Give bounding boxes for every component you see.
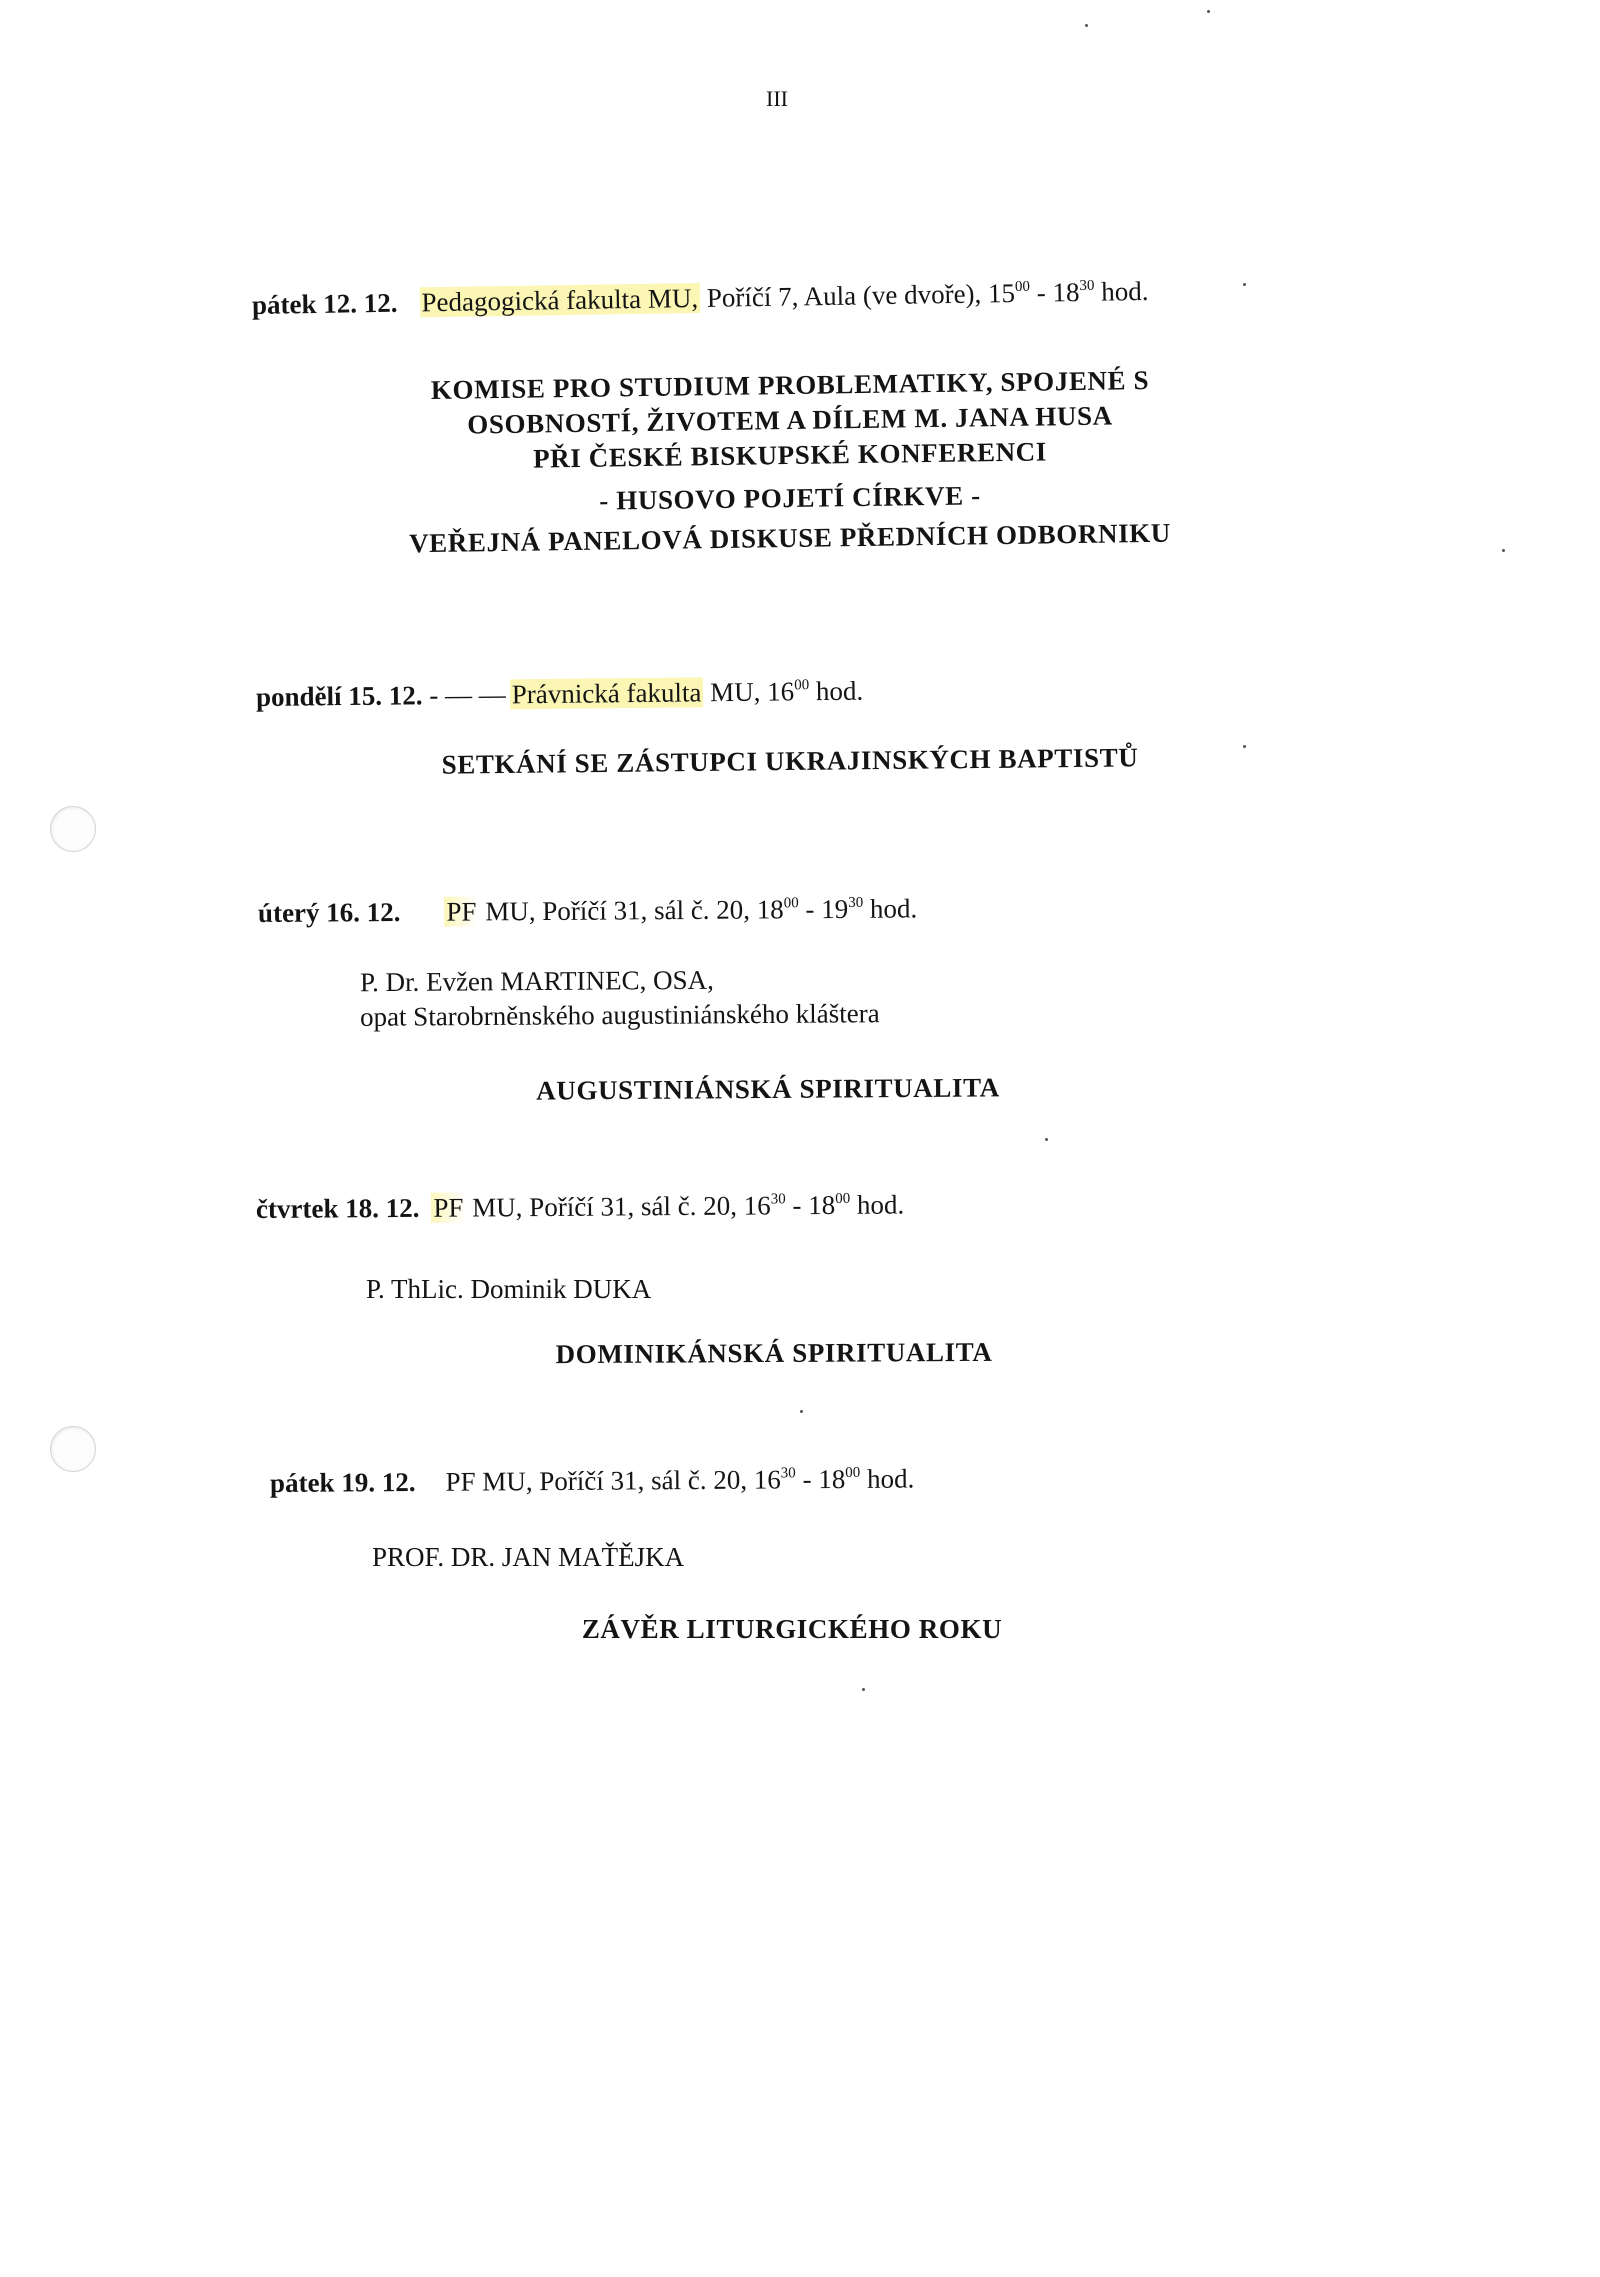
speck	[1207, 10, 1210, 13]
event-title: AUGUSTINIÁNSKÁ SPIRITUALITA	[536, 1072, 1000, 1106]
time-start: 18	[756, 894, 784, 925]
event-date: úterý 16. 12.	[257, 897, 401, 928]
venue-highlight: Pedagogická fakulta MU,	[421, 282, 699, 318]
time-sep: -	[798, 894, 822, 925]
time-end-sup: 30	[1079, 277, 1095, 295]
venue-rest: MU,	[703, 676, 768, 708]
event-venue	[444, 893, 917, 926]
time-start-sup: 00	[794, 677, 810, 694]
time-suffix: hod.	[863, 893, 918, 924]
event-title-line: VEŘEJNÁ PANELOVÁ DISKUSE PŘEDNÍCH ODBORNIKU	[408, 517, 1172, 559]
time-start: 16	[743, 1190, 771, 1221]
event-title: SETKÁNÍ SE ZÁSTUPCI UKRAJINSKÝCH BAPTISTŮ	[441, 742, 1139, 780]
event-line	[252, 276, 1149, 321]
page-number: III	[766, 86, 788, 111]
speck	[1085, 24, 1088, 27]
event-title-line: PŘI ČESKÉ BISKUPSKÉ KONFERENCI	[532, 436, 1048, 474]
event-date: pondělí 15. 12.	[255, 680, 423, 712]
speck	[1502, 549, 1505, 552]
event-venue	[419, 276, 1148, 317]
time-end: 18	[808, 1189, 836, 1221]
time-start-sup: 30	[780, 1465, 796, 1482]
venue-rest: Poříčí 7, Aula (ve dvoře),	[699, 278, 989, 313]
punch-hole-bottom	[50, 1426, 96, 1472]
punch-hole-top	[50, 806, 96, 852]
time-end-sup: 30	[848, 894, 864, 911]
event-dash: - — —	[422, 679, 506, 711]
time-start: 16	[767, 676, 795, 707]
speaker-name: P. Dr. Evžen MARTINEC, OSA,	[359, 964, 714, 998]
event-date: čtvrtek 18. 12.	[255, 1192, 420, 1224]
time-sep: -	[1029, 277, 1053, 308]
event-title: ZÁVĚR LITURGICKÉHO ROKU	[581, 1614, 1003, 1644]
event-venue	[510, 676, 864, 710]
venue-highlight: PF	[433, 1192, 464, 1223]
venue-highlight: Právnická fakulta	[511, 677, 702, 710]
time-start: 15	[987, 278, 1016, 309]
speaker-role: opat Starobrněnského augustiniánského kláštera	[359, 998, 880, 1032]
time-start: 16	[753, 1464, 781, 1495]
speaker-name: PROF. DR. JAN MAŤĚJKA	[372, 1542, 685, 1572]
time-suffix: hod.	[850, 1189, 905, 1220]
time-suffix: hod.	[1094, 275, 1149, 307]
time-suffix: hod.	[860, 1463, 915, 1494]
venue-highlight: PF	[446, 896, 477, 927]
time-end: 18	[1052, 277, 1080, 308]
speaker-name: P. ThLic. Dominik DUKA	[366, 1274, 652, 1304]
time-end-sup: 00	[835, 1190, 851, 1207]
speck	[1045, 1138, 1048, 1141]
event-title: DOMINIKÁNSKÁ SPIRITUALITA	[555, 1336, 993, 1370]
speck	[1243, 283, 1246, 286]
time-suffix: hod.	[809, 675, 864, 707]
event-venue	[445, 1464, 914, 1497]
time-end-sup: 00	[845, 1464, 861, 1481]
event-line	[270, 1464, 914, 1499]
speck	[800, 1410, 803, 1413]
venue-rest: MU, Poříčí 31, sál č. 20,	[478, 894, 757, 927]
time-sep: -	[785, 1190, 809, 1221]
time-start-sup: 00	[783, 895, 799, 912]
venue-rest: MU, Poříčí 31, sál č. 20,	[465, 1190, 744, 1223]
event-title-line: OSOBNOSTÍ, ŽIVOTEM A DÍLEM M. JANA HUSA	[467, 400, 1113, 440]
time-sep: -	[795, 1464, 819, 1495]
event-line	[258, 893, 917, 929]
event-line	[256, 1189, 904, 1225]
event-title-line: KOMISE PRO STUDIUM PROBLEMATIKY, SPOJENÉ S	[430, 364, 1150, 406]
time-start-sup: 30	[770, 1191, 786, 1208]
event-title-line: - HUSOVO POJETÍ CÍRKVE -	[599, 480, 981, 516]
venue-text: PF MU, Poříčí 31, sál č. 20,	[445, 1464, 754, 1497]
time-start-sup: 00	[1014, 278, 1031, 296]
event-date: pátek 12. 12.	[251, 287, 398, 320]
event-date: pátek 19. 12.	[269, 1466, 416, 1498]
event-venue	[431, 1189, 904, 1222]
time-end: 18	[818, 1463, 846, 1495]
event-line	[256, 676, 864, 713]
time-end: 19	[821, 893, 849, 925]
speck	[862, 1688, 865, 1691]
